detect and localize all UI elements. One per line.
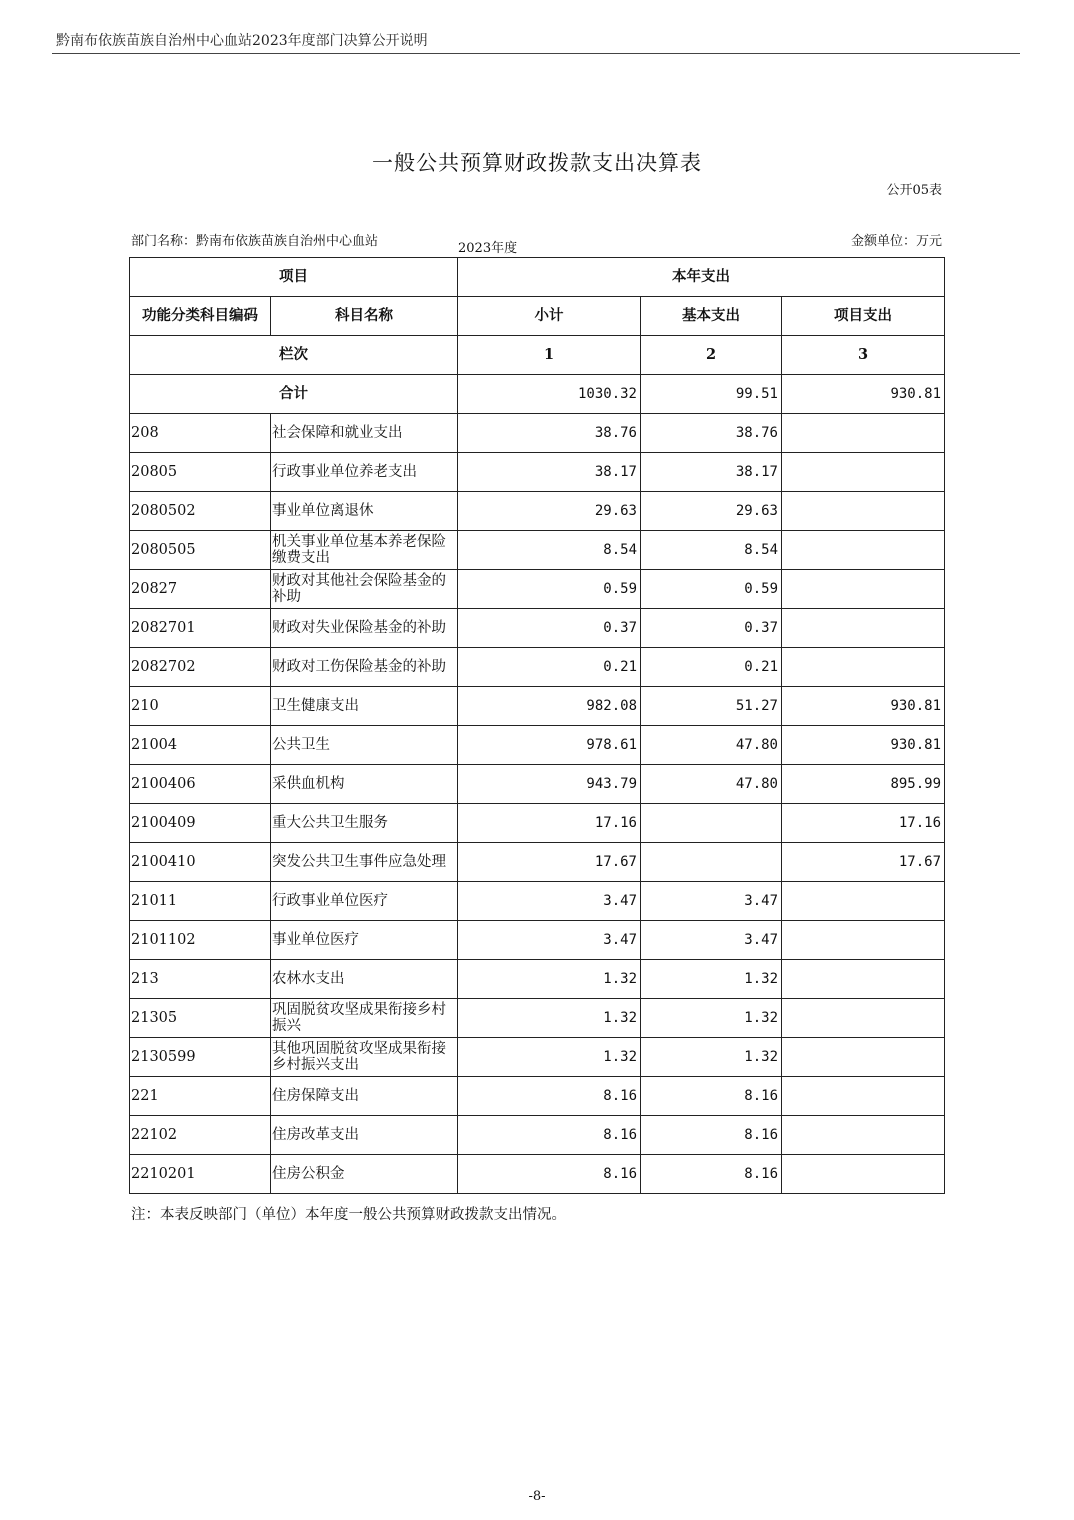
header-code: 功能分类科目编码: [130, 297, 271, 336]
row-code: 2082702: [130, 648, 271, 687]
total-row: [130, 375, 945, 414]
table-row: [130, 531, 945, 570]
row-project: 930.81: [782, 726, 945, 765]
row-basic: 47.80: [641, 726, 782, 765]
row-basic: 29.63: [641, 492, 782, 531]
row-basic: 1.32: [641, 999, 782, 1038]
row-subtotal: 0.37: [458, 609, 641, 648]
row-name: 事业单位医疗: [271, 921, 458, 960]
header-name: 科目名称: [271, 297, 458, 336]
header-row-2: [130, 297, 945, 336]
row-basic: 0.21: [641, 648, 782, 687]
row-subtotal: 1.32: [458, 1038, 641, 1077]
header-basic: 基本支出: [641, 297, 782, 336]
header-row-1: [130, 258, 945, 297]
row-project: [782, 453, 945, 492]
row-subtotal: 978.61: [458, 726, 641, 765]
header-project-expenditure: 项目支出: [782, 297, 945, 336]
row-subtotal: 29.63: [458, 492, 641, 531]
row-code: 210: [130, 687, 271, 726]
row-basic: 51.27: [641, 687, 782, 726]
row-basic: 3.47: [641, 921, 782, 960]
table-row: [130, 570, 945, 609]
row-code: 2130599: [130, 1038, 271, 1077]
row-code: 208: [130, 414, 271, 453]
table-note: 注：本表反映部门（单位）本年度一般公共预算财政拨款支出情况。: [131, 1207, 566, 1223]
row-basic: 8.16: [641, 1155, 782, 1194]
row-project: [782, 1077, 945, 1116]
row-subtotal: 0.59: [458, 570, 641, 609]
table-code: 公开05表: [886, 183, 942, 198]
table-row: [130, 804, 945, 843]
row-basic: [641, 804, 782, 843]
table-row: [130, 1038, 945, 1077]
row-code: 21305: [130, 999, 271, 1038]
row-subtotal: 3.47: [458, 882, 641, 921]
table-row: [130, 726, 945, 765]
row-name: 住房改革支出: [271, 1116, 458, 1155]
header-n2: 2: [641, 336, 782, 375]
row-code: 2210201: [130, 1155, 271, 1194]
page-number: -8-: [528, 1489, 546, 1504]
table-row: [130, 1077, 945, 1116]
row-subtotal: 943.79: [458, 765, 641, 804]
department-name: 部门名称：黔南布依族苗族自治州中心血站: [131, 234, 379, 249]
row-project: [782, 492, 945, 531]
row-name: 农林水支出: [271, 960, 458, 999]
row-basic: 8.16: [641, 1077, 782, 1116]
table-row: [130, 1155, 945, 1194]
row-subtotal: 1.32: [458, 999, 641, 1038]
row-basic: 38.76: [641, 414, 782, 453]
row-code: 21011: [130, 882, 271, 921]
row-name: 财政对其他社会保险基金的补助: [271, 570, 458, 609]
row-project: [782, 570, 945, 609]
row-code: 2080502: [130, 492, 271, 531]
row-code: 2100410: [130, 843, 271, 882]
header-project: 项目: [130, 258, 458, 297]
row-code: 22102: [130, 1116, 271, 1155]
row-subtotal: 38.76: [458, 414, 641, 453]
row-name: 巩固脱贫攻坚成果衔接乡村振兴: [271, 999, 458, 1038]
row-name: 卫生健康支出: [271, 687, 458, 726]
row-code: 2101102: [130, 921, 271, 960]
row-project: [782, 609, 945, 648]
row-name: 社会保障和就业支出: [271, 414, 458, 453]
row-project: 17.67: [782, 843, 945, 882]
header-col-index: 栏次: [130, 336, 458, 375]
header-row-3: [130, 336, 945, 375]
table-row: [130, 765, 945, 804]
running-header: 黔南布依族苗族自治州中心血站2023年度部门决算公开说明: [56, 33, 428, 49]
row-project: [782, 414, 945, 453]
row-name: 其他巩固脱贫攻坚成果衔接乡村振兴支出: [271, 1038, 458, 1077]
row-code: 221: [130, 1077, 271, 1116]
row-project: 895.99: [782, 765, 945, 804]
row-project: [782, 960, 945, 999]
table-row: [130, 414, 945, 453]
row-name: 突发公共卫生事件应急处理: [271, 843, 458, 882]
header-n3: 3: [782, 336, 945, 375]
row-basic: 1.32: [641, 1038, 782, 1077]
row-subtotal: 17.67: [458, 843, 641, 882]
row-subtotal: 982.08: [458, 687, 641, 726]
row-basic: [641, 843, 782, 882]
row-basic: 1.32: [641, 960, 782, 999]
row-basic: 3.47: [641, 882, 782, 921]
table-row: [130, 687, 945, 726]
total-label: 合计: [130, 375, 458, 414]
row-code: 2082701: [130, 609, 271, 648]
row-project: [782, 1116, 945, 1155]
row-code: 2100406: [130, 765, 271, 804]
total-subtotal: 1030.32: [458, 375, 641, 414]
table-row: [130, 843, 945, 882]
table-row: [130, 882, 945, 921]
row-project: [782, 882, 945, 921]
row-name: 行政事业单位养老支出: [271, 453, 458, 492]
row-project: 930.81: [782, 687, 945, 726]
table-row: [130, 609, 945, 648]
row-name: 财政对失业保险基金的补助: [271, 609, 458, 648]
row-subtotal: 8.16: [458, 1077, 641, 1116]
row-subtotal: 17.16: [458, 804, 641, 843]
row-project: [782, 1038, 945, 1077]
total-basic: 99.51: [641, 375, 782, 414]
row-name: 重大公共卫生服务: [271, 804, 458, 843]
row-code: 20805: [130, 453, 271, 492]
header-current-year: 本年支出: [458, 258, 945, 297]
amount-unit: 金额单位：万元: [850, 234, 942, 249]
row-basic: 47.80: [641, 765, 782, 804]
row-subtotal: 8.54: [458, 531, 641, 570]
row-subtotal: 38.17: [458, 453, 641, 492]
row-project: [782, 999, 945, 1038]
row-name: 行政事业单位医疗: [271, 882, 458, 921]
row-name: 机关事业单位基本养老保险缴费支出: [271, 531, 458, 570]
header-rule: [52, 53, 1020, 54]
table-row: [130, 453, 945, 492]
row-name: 公共卫生: [271, 726, 458, 765]
table-row: [130, 1116, 945, 1155]
row-subtotal: 0.21: [458, 648, 641, 687]
row-code: 2080505: [130, 531, 271, 570]
table-row: [130, 648, 945, 687]
row-subtotal: 3.47: [458, 921, 641, 960]
row-project: 17.16: [782, 804, 945, 843]
row-name: 财政对工伤保险基金的补助: [271, 648, 458, 687]
row-basic: 8.16: [641, 1116, 782, 1155]
row-name: 事业单位离退休: [271, 492, 458, 531]
row-code: 21004: [130, 726, 271, 765]
row-subtotal: 8.16: [458, 1155, 641, 1194]
row-project: [782, 648, 945, 687]
row-name: 住房公积金: [271, 1155, 458, 1194]
document-title: 一般公共预算财政拨款支出决算表: [372, 151, 702, 175]
table-row: [130, 960, 945, 999]
row-basic: 38.17: [641, 453, 782, 492]
expenditure-table: [129, 257, 945, 1194]
row-subtotal: 1.32: [458, 960, 641, 999]
row-project: [782, 1155, 945, 1194]
row-name: 住房保障支出: [271, 1077, 458, 1116]
table-row: [130, 492, 945, 531]
total-project: 930.81: [782, 375, 945, 414]
fiscal-year: 2023年度: [458, 241, 518, 256]
row-name: 采供血机构: [271, 765, 458, 804]
table-row: [130, 999, 945, 1038]
row-code: 2100409: [130, 804, 271, 843]
row-code: 213: [130, 960, 271, 999]
row-subtotal: 8.16: [458, 1116, 641, 1155]
table-row: [130, 921, 945, 960]
row-basic: 0.59: [641, 570, 782, 609]
header-subtotal: 小计: [458, 297, 641, 336]
row-project: [782, 531, 945, 570]
row-basic: 8.54: [641, 531, 782, 570]
row-code: 20827: [130, 570, 271, 609]
row-project: [782, 921, 945, 960]
row-basic: 0.37: [641, 609, 782, 648]
header-n1: 1: [458, 336, 641, 375]
